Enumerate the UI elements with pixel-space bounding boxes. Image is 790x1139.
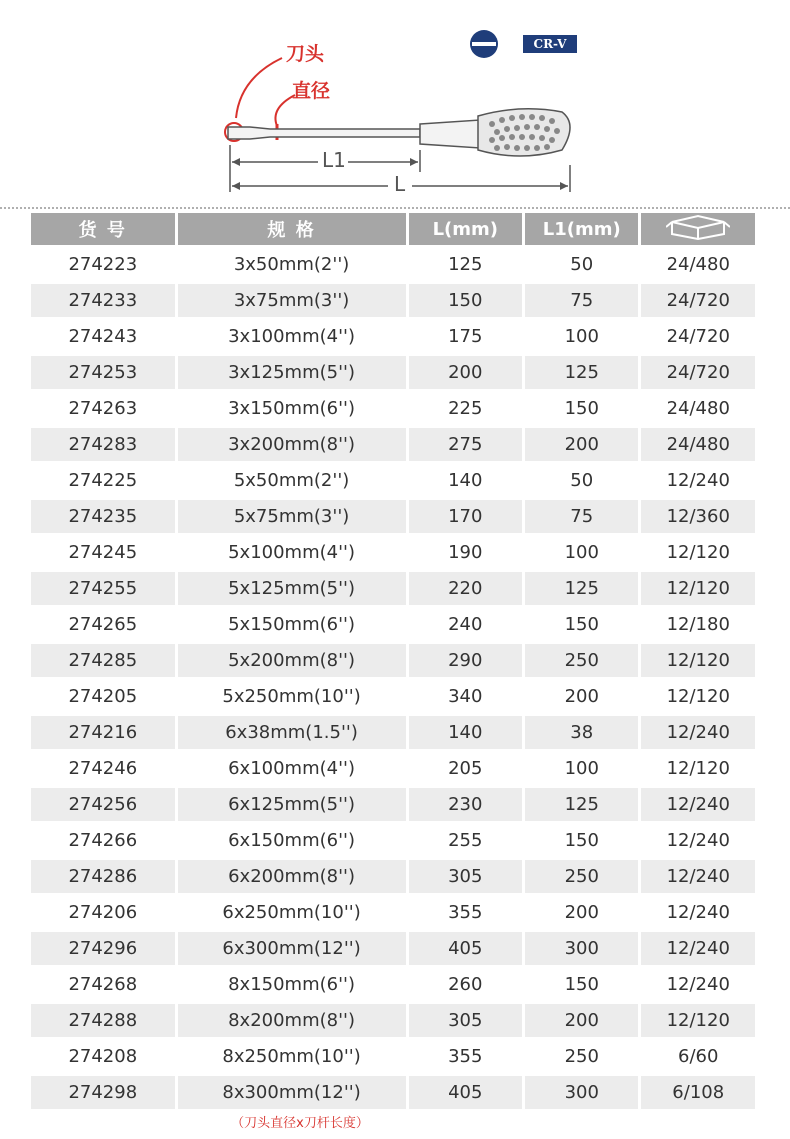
dim-l-label: L [394, 172, 406, 196]
table-row [31, 824, 755, 857]
packing-cell: 24/720 [641, 284, 755, 317]
item-no-cell: 274233 [31, 284, 175, 317]
shaft-length-cell: 200 [525, 428, 638, 461]
length-cell: 200 [409, 356, 522, 389]
spec-cell: 8x150mm(6'') [178, 968, 406, 1001]
table-row [31, 1040, 755, 1073]
length-cell: 220 [409, 572, 522, 605]
spec-cell: 6x100mm(4'') [178, 752, 406, 785]
length-cell: 230 [409, 788, 522, 821]
packing-cell: 12/180 [641, 608, 755, 641]
crv-badge: CR-V [523, 35, 577, 53]
item-no-cell: 274296 [31, 932, 175, 965]
shaft-length-cell: 125 [525, 572, 638, 605]
spec-cell: 6x300mm(12'') [178, 932, 406, 965]
shaft-length-cell: 200 [525, 1004, 638, 1037]
table-row [31, 428, 755, 461]
header-shaft-length: L1(mm) [525, 213, 638, 245]
spec-cell: 8x250mm(10'') [178, 1040, 406, 1073]
shaft-length-cell: 50 [525, 248, 638, 281]
item-no-cell: 274288 [31, 1004, 175, 1037]
packing-cell: 12/120 [641, 536, 755, 569]
table-row [31, 752, 755, 785]
shaft-length-cell: 125 [525, 356, 638, 389]
packing-cell: 24/480 [641, 392, 755, 425]
spec-cell: 6x200mm(8'') [178, 860, 406, 893]
spec-cell: 5x50mm(2'') [178, 464, 406, 497]
table-row [31, 1004, 755, 1037]
shaft-length-cell: 150 [525, 824, 638, 857]
packing-cell: 12/240 [641, 932, 755, 965]
packing-cell: 12/120 [641, 752, 755, 785]
dotted-separator [0, 207, 790, 209]
spec-cell: 5x100mm(4'') [178, 536, 406, 569]
spec-cell: 3x150mm(6'') [178, 392, 406, 425]
table-row [31, 464, 755, 497]
shaft-length-cell: 200 [525, 680, 638, 713]
length-cell: 290 [409, 644, 522, 677]
item-no-cell: 274243 [31, 320, 175, 353]
length-cell: 305 [409, 1004, 522, 1037]
table-row [31, 896, 755, 929]
packing-cell: 12/120 [641, 572, 755, 605]
item-no-cell: 274205 [31, 680, 175, 713]
spec-cell: 8x300mm(12'') [178, 1076, 406, 1109]
length-cell: 240 [409, 608, 522, 641]
spec-cell: 5x150mm(6'') [178, 608, 406, 641]
shaft-length-cell: 150 [525, 968, 638, 1001]
shaft-length-cell: 200 [525, 896, 638, 929]
table-row [31, 716, 755, 749]
item-no-cell: 274216 [31, 716, 175, 749]
item-no-cell: 274255 [31, 572, 175, 605]
packing-cell: 12/240 [641, 824, 755, 857]
item-no-cell: 274265 [31, 608, 175, 641]
spec-cell: 8x200mm(8'') [178, 1004, 406, 1037]
length-cell: 405 [409, 932, 522, 965]
table-row [31, 500, 755, 533]
spec-cell: 3x75mm(3'') [178, 284, 406, 317]
spec-table [28, 210, 758, 1112]
length-cell: 175 [409, 320, 522, 353]
packing-cell: 24/720 [641, 356, 755, 389]
spec-cell: 6x250mm(10'') [178, 896, 406, 929]
handle-collar [420, 120, 480, 148]
product-diagram [0, 0, 790, 205]
packing-cell: 24/480 [641, 248, 755, 281]
length-cell: 305 [409, 860, 522, 893]
item-no-cell: 274283 [31, 428, 175, 461]
packing-cell: 12/240 [641, 860, 755, 893]
header-spec: 规 格 [178, 213, 406, 245]
packing-cell: 24/480 [641, 428, 755, 461]
shaft-length-cell: 150 [525, 608, 638, 641]
item-no-cell: 274235 [31, 500, 175, 533]
table-row [31, 356, 755, 389]
table-row [31, 680, 755, 713]
shaft-length-cell: 38 [525, 716, 638, 749]
packing-cell: 12/240 [641, 464, 755, 497]
slotted-tip-icon [470, 30, 498, 58]
spec-cell: 3x100mm(4'') [178, 320, 406, 353]
packing-cell: 12/240 [641, 788, 755, 821]
spec-cell: 5x75mm(3'') [178, 500, 406, 533]
shaft-length-cell: 75 [525, 500, 638, 533]
spec-cell: 5x200mm(8'') [178, 644, 406, 677]
table-row [31, 860, 755, 893]
packing-cell: 12/120 [641, 1004, 755, 1037]
item-no-cell: 274266 [31, 824, 175, 857]
item-no-cell: 274223 [31, 248, 175, 281]
spec-cell: 5x250mm(10'') [178, 680, 406, 713]
length-cell: 340 [409, 680, 522, 713]
length-cell: 225 [409, 392, 522, 425]
table-row [31, 248, 755, 281]
shaft-length-cell: 250 [525, 860, 638, 893]
spec-cell: 3x50mm(2'') [178, 248, 406, 281]
item-no-cell: 274286 [31, 860, 175, 893]
shaft-length-cell: 100 [525, 536, 638, 569]
table-row [31, 572, 755, 605]
item-no-cell: 274208 [31, 1040, 175, 1073]
screwdriver-shaft [228, 127, 420, 139]
table-row [31, 284, 755, 317]
shaft-length-cell: 125 [525, 788, 638, 821]
spec-cell: 5x125mm(5'') [178, 572, 406, 605]
spec-cell: 3x200mm(8'') [178, 428, 406, 461]
table-row [31, 644, 755, 677]
packing-cell: 12/240 [641, 968, 755, 1001]
packing-cell: 24/720 [641, 320, 755, 353]
spec-cell: 6x125mm(5'') [178, 788, 406, 821]
table-body [31, 248, 755, 1109]
length-cell: 255 [409, 824, 522, 857]
item-no-cell: 274245 [31, 536, 175, 569]
packing-cell: 12/360 [641, 500, 755, 533]
item-no-cell: 274246 [31, 752, 175, 785]
spec-cell: 6x150mm(6'') [178, 824, 406, 857]
shaft-length-cell: 300 [525, 1076, 638, 1109]
length-cell: 205 [409, 752, 522, 785]
packing-cell: 12/120 [641, 680, 755, 713]
diameter-label: 直径 [292, 80, 331, 102]
shaft-length-cell: 250 [525, 1040, 638, 1073]
length-cell: 260 [409, 968, 522, 1001]
length-cell: 140 [409, 716, 522, 749]
shaft-length-cell: 100 [525, 752, 638, 785]
length-cell: 150 [409, 284, 522, 317]
table-row [31, 968, 755, 1001]
item-no-cell: 274285 [31, 644, 175, 677]
item-no-cell: 274268 [31, 968, 175, 1001]
table-row [31, 536, 755, 569]
shaft-length-cell: 300 [525, 932, 638, 965]
packing-cell: 12/120 [641, 644, 755, 677]
carton-box-icon [666, 214, 730, 240]
item-no-cell: 274256 [31, 788, 175, 821]
item-no-cell: 274225 [31, 464, 175, 497]
spec-cell: 3x125mm(5'') [178, 356, 406, 389]
shaft-length-cell: 75 [525, 284, 638, 317]
length-cell: 125 [409, 248, 522, 281]
item-no-cell: 274206 [31, 896, 175, 929]
header-packing [641, 213, 755, 245]
table-row [31, 392, 755, 425]
table-row [31, 1076, 755, 1109]
table-row [31, 932, 755, 965]
table-header-row [31, 213, 755, 245]
head-label: 刀头 [286, 43, 325, 65]
item-no-cell: 274253 [31, 356, 175, 389]
length-cell: 275 [409, 428, 522, 461]
dim-l1-label: L1 [322, 148, 346, 172]
length-cell: 170 [409, 500, 522, 533]
spec-cell: 6x38mm(1.5'') [178, 716, 406, 749]
length-cell: 405 [409, 1076, 522, 1109]
shaft-length-cell: 250 [525, 644, 638, 677]
packing-cell: 12/240 [641, 896, 755, 929]
length-cell: 355 [409, 896, 522, 929]
head-arrow [236, 58, 282, 118]
shaft-length-cell: 150 [525, 392, 638, 425]
header-item-no: 货 号 [31, 213, 175, 245]
item-no-cell: 274298 [31, 1076, 175, 1109]
shaft-length-cell: 100 [525, 320, 638, 353]
length-cell: 140 [409, 464, 522, 497]
table-row [31, 788, 755, 821]
length-cell: 190 [409, 536, 522, 569]
packing-cell: 6/108 [641, 1076, 755, 1109]
length-cell: 355 [409, 1040, 522, 1073]
table-row [31, 320, 755, 353]
header-length: L(mm) [409, 213, 522, 245]
packing-cell: 6/60 [641, 1040, 755, 1073]
item-no-cell: 274263 [31, 392, 175, 425]
spec-footnote: （刀头直径x刀杆长度） [231, 1116, 369, 1131]
table-row [31, 608, 755, 641]
shaft-length-cell: 50 [525, 464, 638, 497]
packing-cell: 12/240 [641, 716, 755, 749]
